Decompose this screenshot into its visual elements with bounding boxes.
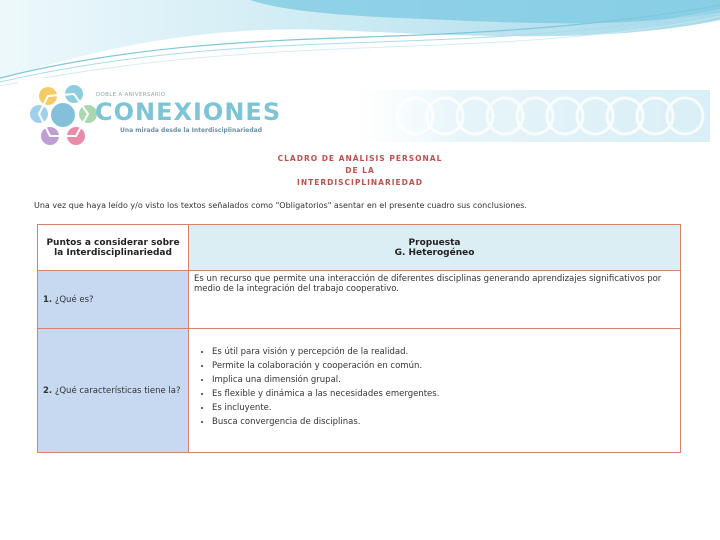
decorative-circles-band — [355, 86, 710, 146]
question-text: ¿Qué características tiene la? — [54, 385, 181, 396]
logo-title: CONEXIONES — [95, 98, 282, 126]
header-right-line2: G. Heterogéneo — [394, 247, 475, 258]
answer-text: Es un recurso que permite una interacción de diferentes disciplinas generando aprendizajes significativos por medio de la integración del trabajo cooperativo. — [194, 274, 662, 294]
question-number: 1. — [43, 294, 53, 305]
characteristics-list — [194, 347, 675, 428]
logo-subtitle: Una mirada desde la Interdisciplinariedad — [120, 127, 263, 134]
question-number: 2. — [43, 385, 53, 396]
document-title-line3: INTERDISCIPLINARIEDAD — [297, 178, 423, 187]
row-label-cell — [38, 329, 189, 453]
header-left-text: Puntos a considerar sobre la Interdisciplinariedad — [46, 237, 180, 258]
table-header-row — [38, 225, 681, 271]
list-item: • Implica una dimensión grupal. — [212, 375, 675, 386]
intro-instructions: Una vez que haya leído y/o visto los textos señalados como "Obligatorios" asentar en el presente cuadro sus conclusiones. — [34, 201, 527, 210]
answer-cell — [189, 329, 681, 453]
question-text: ¿Qué es? — [54, 294, 94, 305]
list-item: • Permite la colaboración y cooperación en común. — [212, 361, 675, 372]
answer-cell — [189, 271, 681, 329]
header-right-cell — [189, 225, 681, 271]
document-title-line1: CLADRO DE ANÁLISIS PERSONAL — [277, 154, 443, 163]
table-row — [38, 329, 681, 453]
header-wave-decoration — [0, 0, 720, 90]
list-item: • Es útil para visión y percepción de la realidad. — [212, 347, 675, 358]
document-title-line2: DE LA — [345, 166, 375, 175]
table-row — [38, 271, 681, 329]
list-item: • Es incluyente. — [212, 403, 675, 414]
conexiones-logo-icon — [30, 82, 98, 150]
list-item: • Busca convergencia de disciplinas. — [212, 417, 675, 428]
header-left-cell — [38, 225, 189, 271]
list-item: • Es flexible y dinámica a las necesidades emergentes. — [212, 389, 675, 400]
header-right-line1: Propuesta — [408, 237, 461, 248]
row-label-cell — [38, 271, 189, 329]
logo-topline: DOBLE A ANIVERSARIO — [96, 92, 166, 98]
analysis-table — [37, 224, 681, 453]
